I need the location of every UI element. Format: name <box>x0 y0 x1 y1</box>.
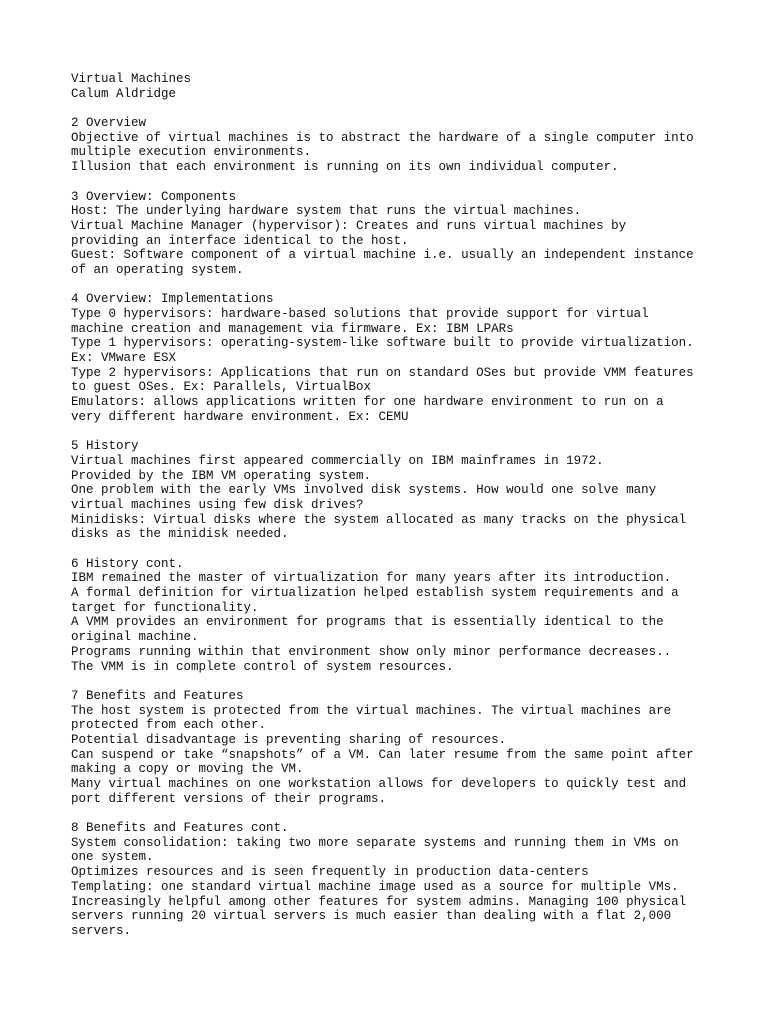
body-line: The host system is protected from the virtual machines. The virtual machines are <box>71 703 672 718</box>
section <box>71 557 711 675</box>
document-author: Calum Aldridge <box>71 86 177 101</box>
body-line: Virtual machines first appeared commercially on IBM mainframes in 1972. <box>71 453 604 468</box>
body-line: Type 1 hypervisors: operating-system-like software built to provide virtualization. <box>71 336 694 351</box>
document-sections <box>71 101 711 938</box>
body-line: The VMM is in complete control of system resources. <box>71 659 454 674</box>
section <box>71 439 711 542</box>
body-line: A VMM provides an environment for programs that is essentially identical to the <box>71 615 664 630</box>
body-line: target for functionality. <box>71 600 259 615</box>
section-heading: 5 History <box>71 439 139 454</box>
body-line: port different versions of their programs. <box>71 791 387 806</box>
section-heading: 6 History cont. <box>71 556 184 571</box>
blank-line <box>71 425 711 440</box>
body-line: Provided by the IBM VM operating system. <box>71 468 372 483</box>
body-line: servers. <box>71 923 132 938</box>
body-line: System consolidation: taking two more separate systems and running them in VMs on <box>71 835 679 850</box>
body-line: Host: The underlying hardware system that runs the virtual machines. <box>71 204 582 219</box>
blank-line <box>71 101 711 116</box>
body-line: Guest: Software component of a virtual machine i.e. usually an independent instance <box>71 248 694 263</box>
blank-line <box>71 542 711 557</box>
section-heading: 2 Overview <box>71 116 147 131</box>
body-line: Potential disadvantage is preventing sharing of resources. <box>71 732 507 747</box>
body-line: Type 0 hypervisors: hardware-based solutions that provide support for virtual <box>71 307 649 321</box>
body-line: Illusion that each environment is running on its own individual computer. <box>71 160 619 175</box>
body-line: Type 2 hypervisors: Applications that run on standard OSes but provide VMM features <box>71 365 694 380</box>
body-line: Minidisks: Virtual disks where the system allocated as many tracks on the physical <box>71 512 687 527</box>
blank-line <box>71 806 711 821</box>
body-line: machine creation and management via firmware. Ex: IBM LPARs <box>71 321 514 336</box>
section-heading: 4 Overview: Implementations <box>71 292 274 307</box>
body-line: Programs running within that environment show only minor performance decreases.. <box>71 644 672 659</box>
body-line: Templating: one standard virtual machine image used as a source for multiple VMs. <box>71 879 679 894</box>
section <box>71 689 711 807</box>
body-line: very different hardware environment. Ex: CEMU <box>71 409 409 424</box>
body-line: protected from each other. <box>71 718 267 733</box>
section <box>71 190 711 278</box>
body-line: making a copy or moving the VM. <box>71 762 304 777</box>
body-line: providing an interface identical to the host. <box>71 233 409 248</box>
body-line: Can suspend or take “snapshots” of a VM. Can later resume from the same point after <box>71 747 694 762</box>
section <box>71 821 711 939</box>
body-line: original machine. <box>71 630 199 645</box>
blank-line <box>71 278 711 293</box>
section-heading: 3 Overview: Components <box>71 189 237 204</box>
body-line: Virtual Machine Manager (hypervisor): Creates and runs virtual machines by <box>71 218 627 233</box>
document-title: Virtual Machines <box>71 72 192 86</box>
body-line: multiple execution environments. <box>71 145 312 160</box>
body-line: Emulators: allows applications written for one hardware environment to run on a <box>71 395 664 410</box>
blank-line <box>71 674 711 689</box>
section <box>71 292 711 424</box>
blank-line <box>71 175 711 190</box>
body-line: servers running 20 virtual servers is much easier than dealing with a flat 2,000 <box>71 909 672 924</box>
body-line: disks as the minidisk needed. <box>71 527 289 542</box>
body-line: Increasingly helpful among other features for system admins. Managing 100 physical <box>71 894 687 909</box>
body-line: Objective of virtual machines is to abstract the hardware of a single computer into <box>71 130 694 145</box>
body-line: Many virtual machines on one workstation allows for developers to quickly test and <box>71 777 687 791</box>
section-heading: 8 Benefits and Features cont. <box>71 821 289 836</box>
body-line: One problem with the early VMs involved disk systems. How would one solve many <box>71 483 657 498</box>
body-line: to guest OSes. Ex: Parallels, VirtualBox <box>71 380 372 395</box>
document-page <box>71 72 711 939</box>
body-line: A formal definition for virtualization helped establish system requirements and a <box>71 586 679 601</box>
body-line: one system. <box>71 850 154 865</box>
section <box>71 116 711 175</box>
body-line: of an operating system. <box>71 262 244 277</box>
body-line: Ex: VMware ESX <box>71 351 177 366</box>
body-line: IBM remained the master of virtualization for many years after its introduction. <box>71 571 672 586</box>
body-line: virtual machines using few disk drives? <box>71 497 364 512</box>
body-line: Optimizes resources and is seen frequently in production data-centers <box>71 865 589 880</box>
section-heading: 7 Benefits and Features <box>71 688 244 703</box>
